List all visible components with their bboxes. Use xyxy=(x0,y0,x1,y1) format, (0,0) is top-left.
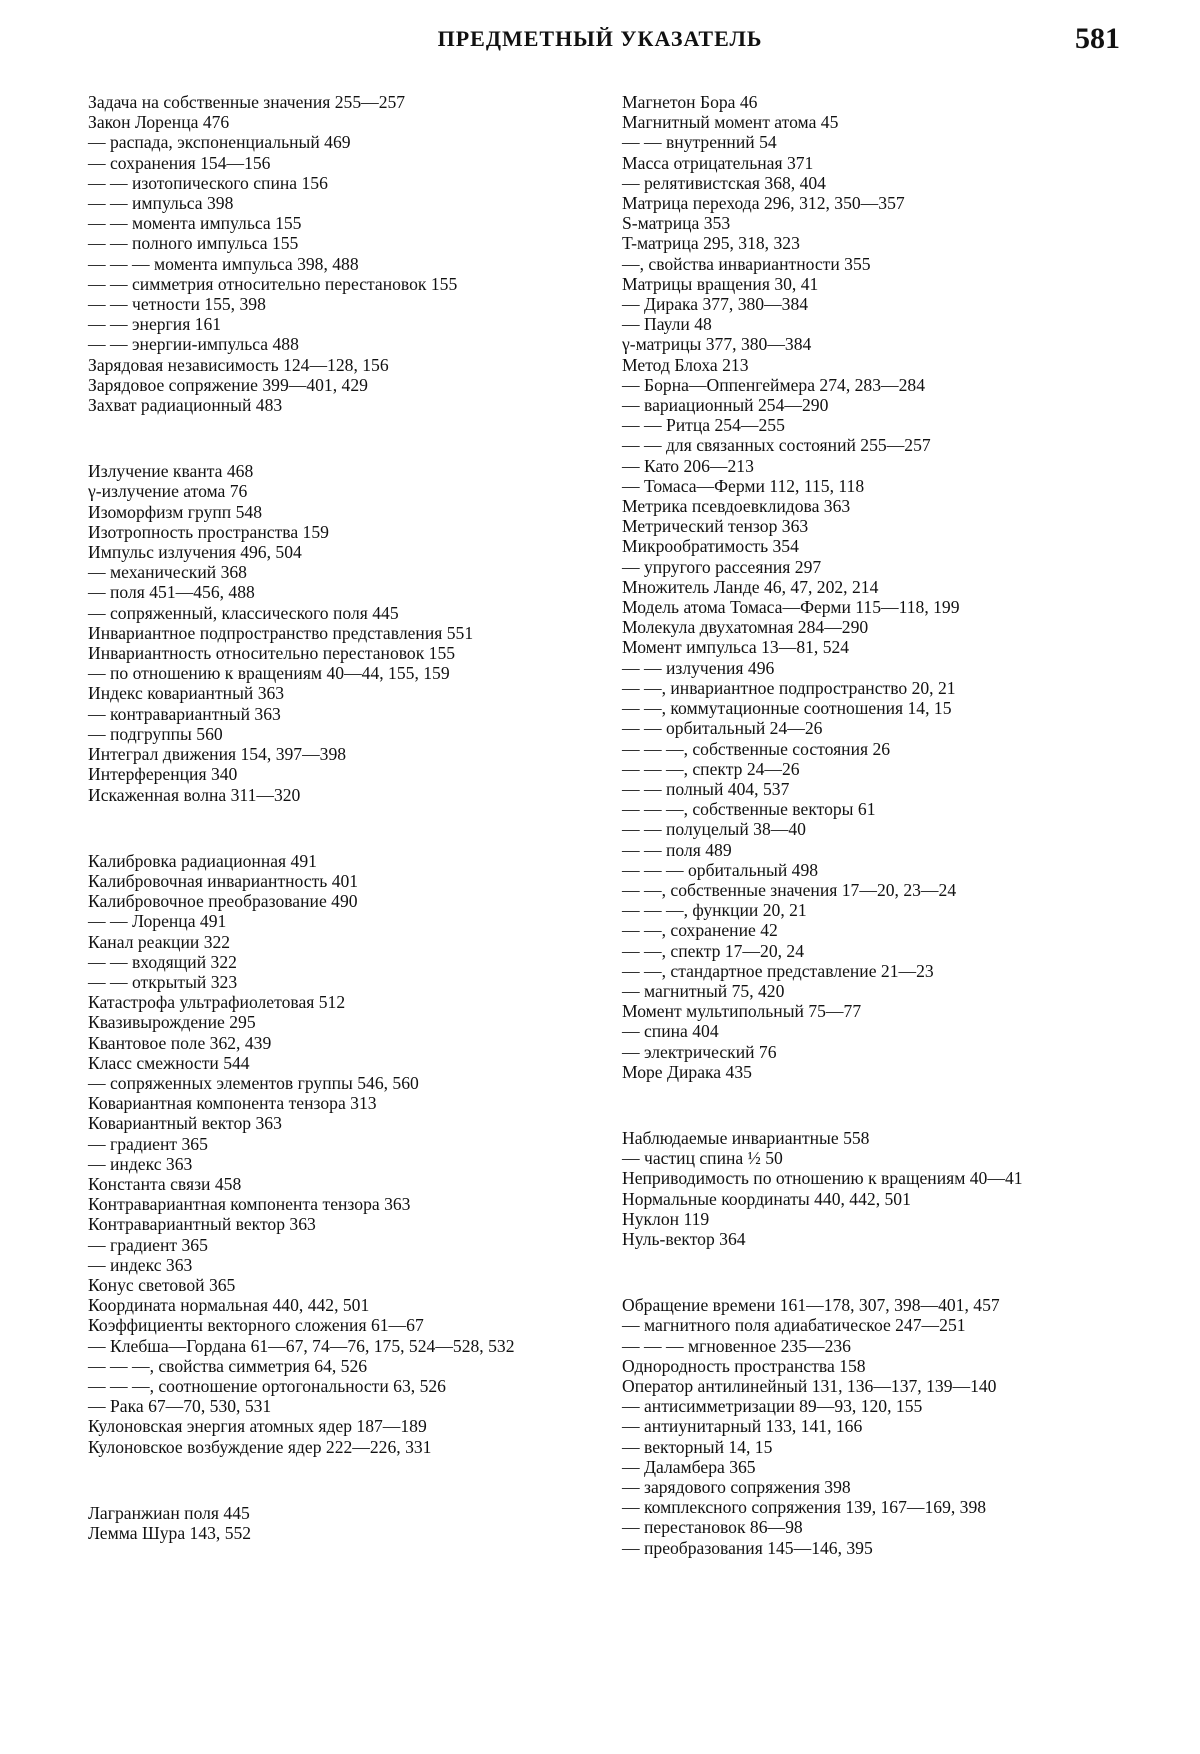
index-entry: — Рака 67—70, 530, 531 xyxy=(88,1396,272,1417)
index-entry: Искаженная волна 311—320 xyxy=(88,784,301,805)
index-entry: Индекс ковариантный 363 xyxy=(88,683,285,704)
index-entry: Калибровка радиационная 491 xyxy=(88,850,317,871)
index-entry: — — четности 155, 398 xyxy=(88,294,266,315)
index-entry: — комплексного сопряжения 139, 167—169, 398 xyxy=(622,1497,987,1518)
index-entry: Квантовое поле 362, 439 xyxy=(88,1032,272,1053)
index-entry: Наблюдаемые инвариантные 558 xyxy=(622,1127,870,1148)
index-entry: — —, собственные значения 17—20, 23—24 xyxy=(622,879,957,900)
index-entry: Зарядовое сопряжение 399—401, 429 xyxy=(88,374,368,395)
index-entry: Калибровочное преобразование 490 xyxy=(88,891,358,912)
index-entry: Множитель Ланде 46, 47, 202, 214 xyxy=(622,576,879,597)
index-entry: — — поля 489 xyxy=(622,839,732,860)
index-entry: Кулоновское возбуждение ядер 222—226, 331 xyxy=(88,1436,432,1457)
index-entry: — — внутренний 54 xyxy=(622,132,777,153)
index-entry: — Като 206—213 xyxy=(622,455,754,476)
index-entry: — индекс 363 xyxy=(88,1254,193,1275)
index-entry: — механический 368 xyxy=(88,562,247,583)
index-entry: — — Лоренца 491 xyxy=(88,911,227,932)
index-entry: Канал реакции 322 xyxy=(88,931,231,952)
index-entry: — Томаса—Ферми 112, 115, 118 xyxy=(622,475,865,496)
index-entry: — — — момента импульса 398, 488 xyxy=(88,253,359,274)
index-entry: — поля 451—456, 488 xyxy=(88,582,255,603)
index-entry: Матрица перехода 296, 312, 350—357 xyxy=(622,193,905,214)
index-entry: Море Дирака 435 xyxy=(622,1061,752,1082)
index-entry: — — энергии-импульса 488 xyxy=(88,334,299,355)
index-entry: — —, сохранение 42 xyxy=(622,920,778,941)
index-entry: Калибровочная инвариантность 401 xyxy=(88,870,359,891)
index-entry: Молекула двухатомная 284—290 xyxy=(622,617,869,638)
index-entry: — —, стандартное представление 21—23 xyxy=(622,960,934,981)
index-entry: Нормальные координаты 440, 442, 501 xyxy=(622,1188,911,1209)
index-entry: Квазивырождение 295 xyxy=(88,1012,256,1033)
index-entry: — сопряженных элементов группы 546, 560 xyxy=(88,1072,419,1093)
index-entry: Нуль-вектор 364 xyxy=(622,1228,746,1249)
index-entry: Лемма Шура 143, 552 xyxy=(88,1523,252,1543)
index-entry: — — момента импульса 155 xyxy=(88,213,302,234)
index-entry: Координата нормальная 440, 442, 501 xyxy=(88,1295,370,1316)
index-entry: — — для связанных состояний 255—257 xyxy=(622,435,931,456)
index-entry: Закон Лоренца 476 xyxy=(88,112,230,133)
index-column-right xyxy=(622,92,1122,1558)
index-entry: Интерференция 340 xyxy=(88,764,238,785)
index-entry: — Даламбера 365 xyxy=(622,1456,756,1477)
index-entry: — антисимметризации 89—93, 120, 155 xyxy=(622,1396,923,1417)
index-entry: Масса отрицательная 371 xyxy=(622,152,814,173)
index-entry: Конус световой 365 xyxy=(88,1274,236,1295)
index-entry: — преобразования 145—146, 395 xyxy=(622,1537,873,1558)
index-entry: Интеграл движения 154, 397—398 xyxy=(88,744,347,765)
index-entry: Катастрофа ультрафиолетовая 512 xyxy=(88,992,346,1013)
index-entry: — — импульса 398 xyxy=(88,193,234,214)
index-entry: — Клебша—Гордана 61—67, 74—76, 175, 524—528, 532 xyxy=(88,1335,515,1356)
index-entry: γ-излучение атома 76 xyxy=(88,481,248,502)
index-entry: T-матрица 295, 318, 323 xyxy=(622,233,800,254)
index-entry: — вариационный 254—290 xyxy=(622,395,829,416)
index-entry: — — —, собственные состояния 26 xyxy=(622,738,891,759)
index-entry: — — изотопического спина 156 xyxy=(88,172,328,193)
index-entry: — — —, свойства симметрия 64, 526 xyxy=(88,1355,368,1376)
index-entry: —, свойства инвариантности 355 xyxy=(622,253,871,274)
index-entry: Инвариантность относительно перестановок 155 xyxy=(88,643,456,664)
index-entry: Однородность пространства 158 xyxy=(622,1355,866,1376)
index-entry: — магнитный 75, 420 xyxy=(622,980,785,1001)
index-entry: — — — орбитальный 498 xyxy=(622,859,819,880)
index-entry: — электрический 76 xyxy=(622,1041,777,1062)
index-entry: — частиц спина ½ 50 xyxy=(622,1148,783,1169)
index-entry: γ-матрицы 377, 380—384 xyxy=(622,334,812,355)
index-entry: — градиент 365 xyxy=(88,1234,208,1255)
index-entry: Задача на собственные значения 255—257 xyxy=(88,92,406,112)
index-entry: — — —, собственные векторы 61 xyxy=(622,799,876,820)
index-entry: — — — мгновенное 235—236 xyxy=(622,1335,851,1356)
index-entry: S-матрица 353 xyxy=(622,213,731,234)
index-entry: Захват радиационный 483 xyxy=(88,395,283,416)
index-entry: — — —, спектр 24—26 xyxy=(622,758,800,779)
index-entry: — подгруппы 560 xyxy=(88,723,223,744)
index-entry: — магнитного поля адиабатическое 247—251 xyxy=(622,1315,966,1336)
index-entry: — — излучения 496 xyxy=(622,657,775,678)
index-entry: Метрический тензор 363 xyxy=(622,516,809,537)
index-entry: — антиунитарный 133, 141, 166 xyxy=(622,1416,863,1437)
index-entry: — — Ритца 254—255 xyxy=(622,415,785,436)
index-entry: Момент импульса 13—81, 524 xyxy=(622,637,850,658)
index-entry: Нуклон 119 xyxy=(622,1208,710,1229)
index-entry: Магнетон Бора 46 xyxy=(622,92,758,112)
index-entry: — по отношению к вращениям 40—44, 155, 159 xyxy=(88,663,450,684)
index-entry: — — полуцелый 38—40 xyxy=(622,819,806,840)
index-entry: — — симметрия относительно перестановок 155 xyxy=(88,273,458,294)
index-entry: — — —, функции 20, 21 xyxy=(622,900,807,921)
index-entry: Изоморфизм групп 548 xyxy=(88,501,262,522)
index-entry: — релятивистская 368, 404 xyxy=(622,172,826,193)
index-entry: Импульс излучения 496, 504 xyxy=(88,542,302,563)
index-entry: Инвариантное подпространство представления 551 xyxy=(88,622,474,643)
index-entry: — индекс 363 xyxy=(88,1153,193,1174)
index-entry: Неприводимость по отношению к вращениям 40—41 xyxy=(622,1168,1023,1189)
index-entry: — сопряженный, классического поля 445 xyxy=(88,602,399,623)
page-number: 581 xyxy=(1075,22,1120,55)
index-entry: Класс смежности 544 xyxy=(88,1052,250,1073)
index-entry: — Дирака 377, 380—384 xyxy=(622,294,809,315)
index-entry: — упругого рассеяния 297 xyxy=(622,556,822,577)
index-entry: — распада, экспоненциальный 469 xyxy=(88,132,351,153)
index-entry: — —, спектр 17—20, 24 xyxy=(622,940,805,961)
index-entry: — — открытый 323 xyxy=(88,971,238,992)
index-entry: Лагранжиан поля 445 xyxy=(88,1502,250,1523)
index-entry: Обращение времени 161—178, 307, 398—401, 457 xyxy=(622,1295,1000,1316)
index-entry: — Паули 48 xyxy=(622,314,712,335)
index-entry: Магнитный момент атома 45 xyxy=(622,112,839,133)
index-entry: — зарядового сопряжения 398 xyxy=(622,1477,851,1497)
index-entry: Микрообратимость 354 xyxy=(622,536,799,557)
index-entry: — — орбитальный 24—26 xyxy=(622,718,823,739)
index-entry: Контравариантный вектор 363 xyxy=(88,1214,316,1235)
index-entry: Момент мультипольный 75—77 xyxy=(622,1001,862,1022)
page-title: ПРЕДМЕТНЫЙ УКАЗАТЕЛЬ xyxy=(437,26,763,51)
index-entry: Ковариантный вектор 363 xyxy=(88,1113,282,1134)
index-entry: — спина 404 xyxy=(622,1021,719,1042)
index-entry: — градиент 365 xyxy=(88,1133,208,1154)
index-entry: Модель атома Томаса—Ферми 115—118, 199 xyxy=(622,597,960,618)
index-entry: Оператор антилинейный 131, 136—137, 139—140 xyxy=(622,1375,997,1396)
index-entry: — — входящий 322 xyxy=(88,951,237,972)
index-column-left xyxy=(88,92,588,1543)
index-entry: — —, коммутационные соотношения 14, 15 xyxy=(622,698,952,719)
index-entry: — — энергия 161 xyxy=(88,314,222,335)
index-entry: — — —, соотношение ортогональности 63, 526 xyxy=(88,1375,446,1396)
index-entry: — векторный 14, 15 xyxy=(622,1436,773,1457)
running-head xyxy=(80,22,1120,62)
index-entry: Контравариантная компонента тензора 363 xyxy=(88,1194,411,1215)
index-entry: Кулоновская энергия атомных ядер 187—189 xyxy=(88,1416,427,1437)
index-entry: Изотропность пространства 159 xyxy=(88,521,329,542)
index-entry: Константа связи 458 xyxy=(88,1173,242,1194)
index-entry: Излучение кванта 468 xyxy=(88,461,254,482)
index-entry: — — полный 404, 537 xyxy=(622,778,790,799)
index-entry: — —, инвариантное подпространство 20, 21 xyxy=(622,677,956,698)
index-entry: — — полного импульса 155 xyxy=(88,233,299,254)
index-entry: Зарядовая независимость 124—128, 156 xyxy=(88,354,389,375)
index-entry: Метрика псевдоевклидова 363 xyxy=(622,496,851,517)
index-entry: — контравариантный 363 xyxy=(88,703,281,724)
index-entry: — Борна—Оппенгеймера 274, 283—284 xyxy=(622,374,925,395)
index-entry: Коэффициенты векторного сложения 61—67 xyxy=(88,1315,424,1336)
index-entry: Ковариантная компонента тензора 313 xyxy=(88,1093,377,1114)
index-entry: — перестановок 86—98 xyxy=(622,1517,803,1538)
index-entry: Метод Блоха 213 xyxy=(622,354,749,375)
index-entry: Матрицы вращения 30, 41 xyxy=(622,273,819,294)
index-entry: — сохранения 154—156 xyxy=(88,152,271,173)
